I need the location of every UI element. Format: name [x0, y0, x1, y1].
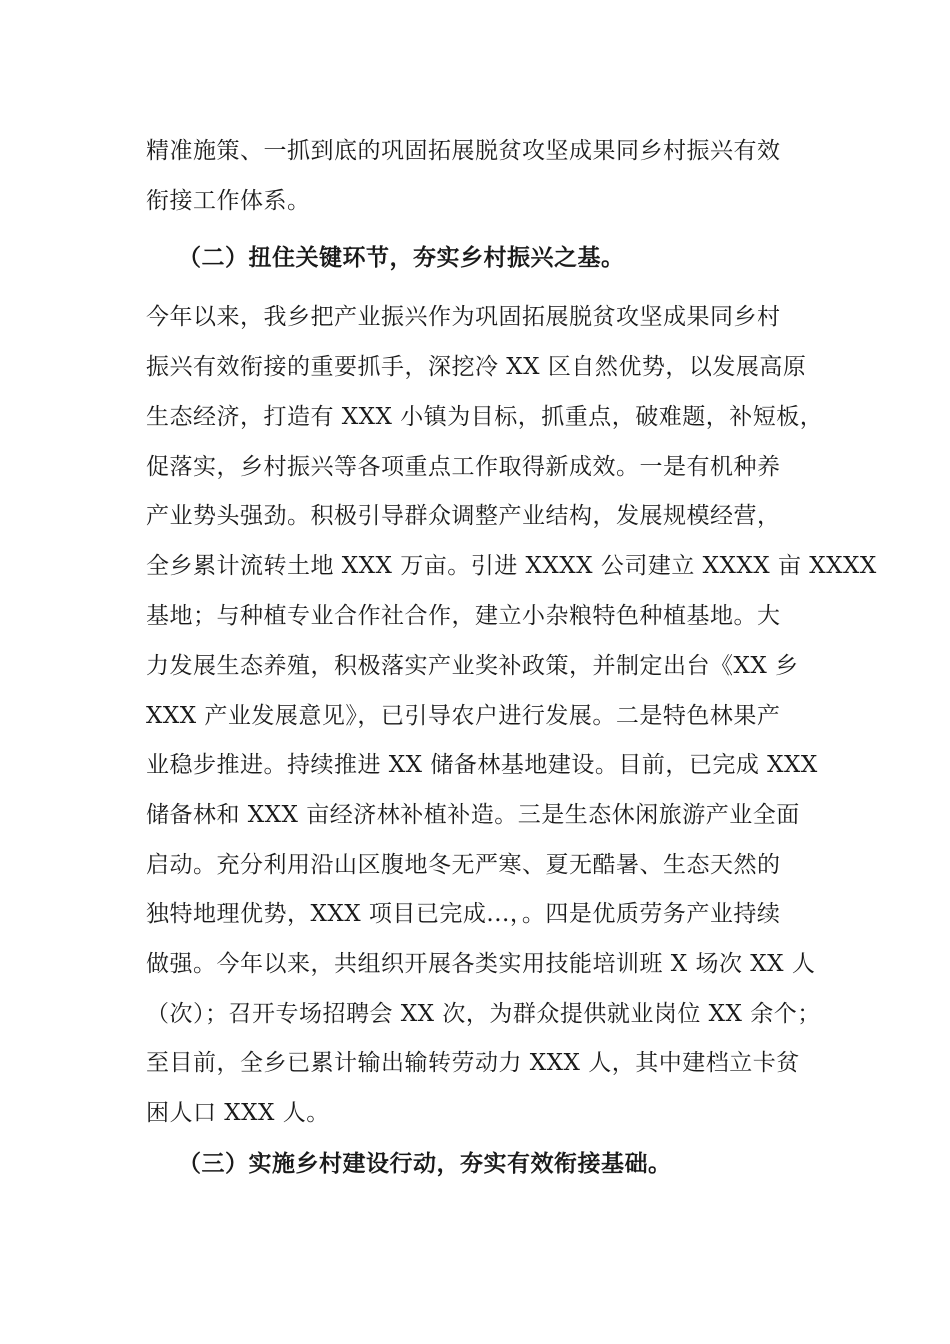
body-line: 生态经济，打造有 XXX 小镇为目标，抓重点，破难题，补短板，: [146, 404, 824, 430]
body-line: 做强。今年以来，共组织开展各类实用技能培训班 X 场次 XX 人: [146, 951, 816, 977]
body-line: 困人口 XXX 人。: [146, 1100, 330, 1126]
body-line: 促落实，乡村振兴等各项重点工作取得新成效。一是有机种养: [146, 454, 781, 480]
body-line: 独特地理优势，XXX 项目已完成...，。四是优质劳务产业持续: [146, 901, 781, 927]
intro-line: 衔接工作体系。: [146, 188, 311, 214]
body-line: XXX 产业发展意见》，已引导农户进行发展。二是特色林果产: [146, 703, 781, 729]
body-line: 振兴有效衔接的重要抓手，深挖冷 XX 区自然优势，以发展高原: [146, 354, 807, 380]
body-line: 全乡累计流转土地 XXX 万亩。引进 XXXX 公司建立 XXXX 亩 XXXX: [146, 553, 877, 579]
body-line: 启动。充分利用沿山区腹地冬无严寒、夏无酷暑、生态天然的: [146, 852, 781, 878]
body-line: 基地；与种植专业合作社合作，建立小杂粮特色种植基地。大: [146, 603, 781, 629]
body-line: 至目前，全乡已累计输出输转劳动力 XXX 人，其中建档立卡贫: [146, 1050, 800, 1076]
body-line: 力发展生态养殖，积极落实产业奖补政策，并制定出台《XX 乡: [146, 653, 799, 679]
body-line: （次）；召开专场招聘会 XX 次，为群众提供就业岗位 XX 余个；: [146, 1001, 821, 1027]
intro-line: 精准施策、一抓到底的巩固拓展脱贫攻坚成果同乡村振兴有效: [146, 138, 781, 164]
section-heading-3: （三）实施乡村建设行动，夯实有效衔接基础。: [178, 1150, 672, 1177]
body-line: 业稳步推进。持续推进 XX 储备林基地建设。目前，已完成 XXX: [146, 752, 818, 778]
section-heading-2: （二）扭住关键环节，夯实乡村振兴之基。: [178, 244, 625, 271]
body-line: 产业势头强劲。积极引导群众调整产业结构，发展规模经营，: [146, 503, 781, 529]
body-line: 储备林和 XXX 亩经济林补植补造。三是生态休闲旅游产业全面: [146, 802, 800, 828]
body-line: 今年以来，我乡把产业振兴作为巩固拓展脱贫攻坚成果同乡村: [146, 304, 781, 330]
